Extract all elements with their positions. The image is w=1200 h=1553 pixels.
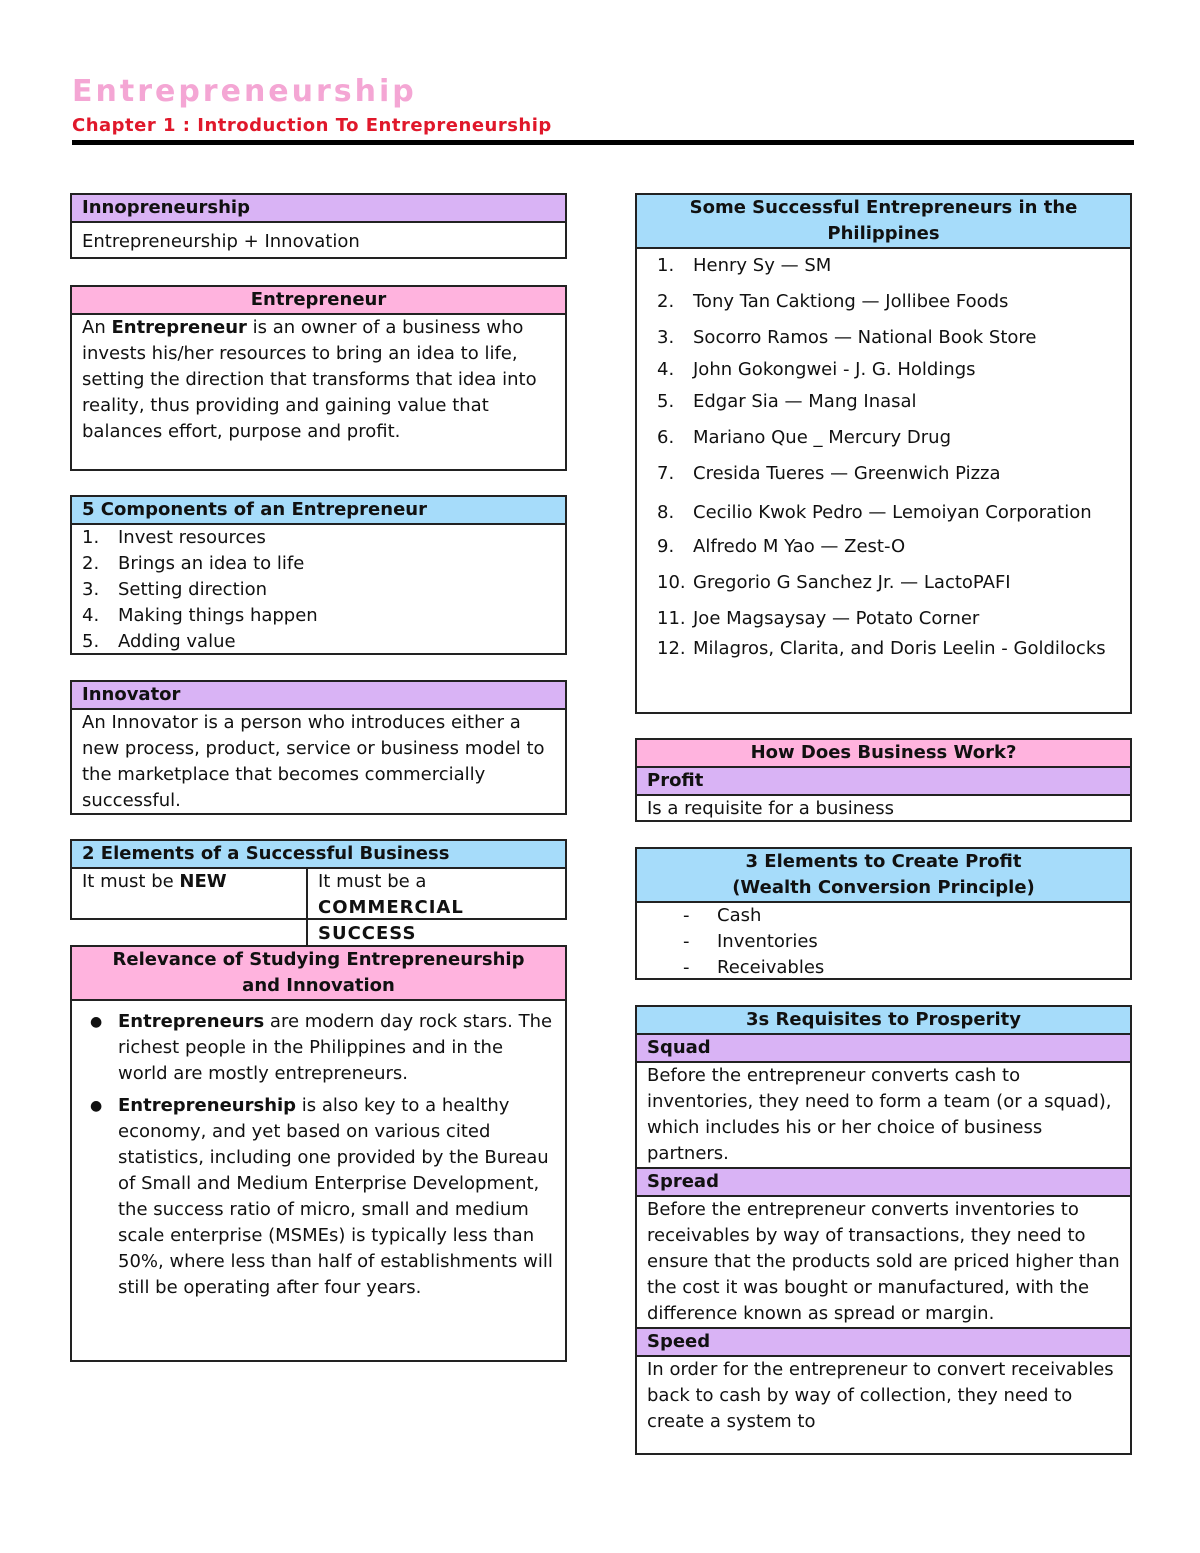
profit-elements-heading-line1: 3 Elements to Create Profit <box>745 851 1022 872</box>
profit-elements-heading <box>637 849 1130 903</box>
elements-box <box>70 839 567 944</box>
item-text: Cresida Tueres — Greenwich Pizza <box>693 463 1001 484</box>
list-item <box>657 425 1120 451</box>
relevance-box <box>70 945 567 1362</box>
list-item <box>82 525 555 551</box>
header-divider <box>72 140 1134 145</box>
relevance-body <box>72 1001 565 1301</box>
list-item <box>657 606 1120 632</box>
components-box <box>70 495 567 655</box>
element-new <box>72 869 308 947</box>
chapter-subtitle: Chapter 1 : Introduction To Entrepreneurship <box>72 115 552 136</box>
item-number: 2. <box>82 553 100 574</box>
entrepreneur-body-rest: is an owner of a business who invests his/her resources to bring an idea to life, setting the direction that transforms that idea into reality, thus providing and gaining value that balances effort, purpose and profit. <box>82 317 537 442</box>
innovator-body: An Innovator is a person who introduces either a new process, product, service or business model to the marketplace that becomes commercially successful. <box>82 712 545 811</box>
item-text: Gregorio G Sanchez Jr. — LactoPAFI <box>693 572 1011 593</box>
element-commercial-line1: It must be a <box>318 871 427 892</box>
relevance-list <box>82 1009 555 1301</box>
list-item <box>657 534 1120 560</box>
list-item <box>647 955 1120 981</box>
elements-columns <box>72 869 565 947</box>
list-item <box>657 289 1120 315</box>
item-number: 1. <box>657 255 675 276</box>
speed-subheading: Speed <box>637 1329 1130 1357</box>
components-list <box>82 525 555 655</box>
dash-marker: - <box>683 931 690 952</box>
item-text: Brings an idea to life <box>118 553 305 574</box>
item-text: Cecilio Kwok Pedro — Lemoiyan Corporation <box>693 502 1092 523</box>
list-item <box>82 1093 555 1301</box>
profit-elements-box <box>635 847 1132 980</box>
requisites-box <box>635 1005 1132 1455</box>
element-new-bold: NEW <box>179 871 227 892</box>
item-text: Joe Magsaysay — Potato Corner <box>693 608 980 629</box>
item-number: 6. <box>657 427 675 448</box>
list-item <box>657 570 1120 596</box>
innopreneurship-heading: Innopreneurship <box>72 195 565 223</box>
innovator-box <box>70 680 567 815</box>
business-box <box>635 738 1132 822</box>
profit-elements-heading-line2: (Wealth Conversion Principle) <box>732 877 1035 898</box>
business-heading: How Does Business Work? <box>637 740 1130 768</box>
item-text: Making things happen <box>118 605 318 626</box>
item-text: Adding value <box>118 631 236 652</box>
element-new-prefix: It must be <box>82 871 180 892</box>
item-text: Henry Sy — SM <box>693 255 832 276</box>
successful-entrepreneurs-list <box>637 249 1130 662</box>
item-number: 11. <box>657 608 686 629</box>
list-item <box>657 497 1120 528</box>
list-item <box>82 577 555 603</box>
squad-subheading: Squad <box>637 1035 1130 1063</box>
innopreneurship-body: Entrepreneurship + Innovation <box>82 231 360 252</box>
components-heading: 5 Components of an Entrepreneur <box>72 497 565 525</box>
profit-body: Is a requisite for a business <box>647 798 894 819</box>
list-item <box>82 603 555 629</box>
list-item <box>82 1009 555 1087</box>
relevance-text: are modern day rock stars. The richest people in the Philippines and in the world are mostly entrepreneurs. <box>118 1011 553 1084</box>
innovator-heading: Innovator <box>72 682 565 710</box>
components-body <box>72 525 565 655</box>
successful-entrepreneurs-box <box>635 193 1132 714</box>
element-commercial <box>308 869 565 947</box>
item-number: 1. <box>82 527 100 548</box>
entrepreneur-body-bold: Entrepreneur <box>111 317 247 338</box>
relevance-bold: Entrepreneurs <box>118 1011 265 1032</box>
squad-body: Before the entrepreneur converts cash to inventories, they need to form a team (or a squad), which includes his or her choice of business partners. <box>637 1063 1130 1169</box>
list-item <box>657 389 1120 415</box>
successful-entrepreneurs-heading: Some Successful Entrepreneurs in the Philippines <box>637 195 1130 249</box>
item-number: 2. <box>657 291 675 312</box>
profit-elements-body <box>637 903 1130 981</box>
profit-subheading: Profit <box>637 768 1130 796</box>
profit-elements-list <box>647 903 1120 981</box>
spread-body: Before the entrepreneur converts inventories to receivables by way of transactions, they need to ensure that the products sold are priced higher than the cost it was bought or manufactured, with the difference known as spread or margin. <box>637 1197 1130 1329</box>
list-item <box>647 929 1120 955</box>
item-text: Invest resources <box>118 527 266 548</box>
item-number: 9. <box>657 536 675 557</box>
list-item <box>657 636 1120 662</box>
element-commercial-bold: COMMERCIAL SUCCESS <box>318 897 464 944</box>
list-item <box>647 903 1120 929</box>
item-text: Socorro Ramos — National Book Store <box>693 327 1037 348</box>
relevance-text: is also key to a healthy economy, and yet based on various cited statistics, including one provided by the Bureau of Small and Medium Enterprise Development, the success ratio of micro, small and medium scale enterprise (MSMEs) is typically less than 50%, where less than half of establishments will still be operating after four years. <box>118 1095 553 1298</box>
list-item <box>82 551 555 577</box>
list-item <box>657 461 1120 487</box>
list-item <box>82 629 555 655</box>
list-item <box>657 357 1120 383</box>
item-number: 4. <box>82 605 100 626</box>
item-number: 3. <box>657 327 675 348</box>
item-text: Cash <box>717 905 762 926</box>
item-number: 10. <box>657 572 686 593</box>
item-text: Alfredo M Yao — Zest-O <box>693 536 906 557</box>
item-number: 8. <box>657 502 675 523</box>
item-text: Receivables <box>717 957 825 978</box>
item-text: Edgar Sia — Mang Inasal <box>693 391 917 412</box>
dash-marker: - <box>683 957 690 978</box>
item-text: Inventories <box>717 931 818 952</box>
item-text: Tony Tan Caktiong — Jollibee Foods <box>693 291 1009 312</box>
item-number: 5. <box>82 631 100 652</box>
entrepreneur-box <box>70 285 567 471</box>
bullet-icon: ● <box>90 1098 103 1114</box>
item-number: 3. <box>82 579 100 600</box>
item-text: Setting direction <box>118 579 268 600</box>
item-number: 5. <box>657 391 675 412</box>
dash-marker: - <box>683 905 690 926</box>
item-number: 12. <box>657 638 686 659</box>
speed-body: In order for the entrepreneur to convert receivables back to cash by way of collection, they need to create a system to <box>647 1359 1114 1432</box>
innopreneurship-box <box>70 193 567 259</box>
relevance-heading: Relevance of Studying Entrepreneurship and Innovation <box>72 947 565 1001</box>
item-number: 7. <box>657 463 675 484</box>
entrepreneur-heading: Entrepreneur <box>72 287 565 315</box>
elements-heading: 2 Elements of a Successful Business <box>72 841 565 869</box>
item-text: John Gokongwei - J. G. Holdings <box>693 359 976 380</box>
requisites-heading: 3s Requisites to Prosperity <box>637 1007 1130 1035</box>
bullet-icon: ● <box>90 1014 103 1030</box>
list-item <box>657 325 1120 351</box>
page-title: Entrepreneurship <box>72 74 417 109</box>
item-number: 4. <box>657 359 675 380</box>
item-text: Milagros, Clarita, and Doris Leelin - Goldilocks <box>693 638 1106 659</box>
spread-subheading: Spread <box>637 1169 1130 1197</box>
item-text: Mariano Que _ Mercury Drug <box>693 427 952 448</box>
list-item <box>657 253 1120 279</box>
relevance-bold: Entrepreneurship <box>118 1095 297 1116</box>
entrepreneur-body <box>72 315 565 445</box>
entrepreneur-body-prefix: An <box>82 317 112 338</box>
